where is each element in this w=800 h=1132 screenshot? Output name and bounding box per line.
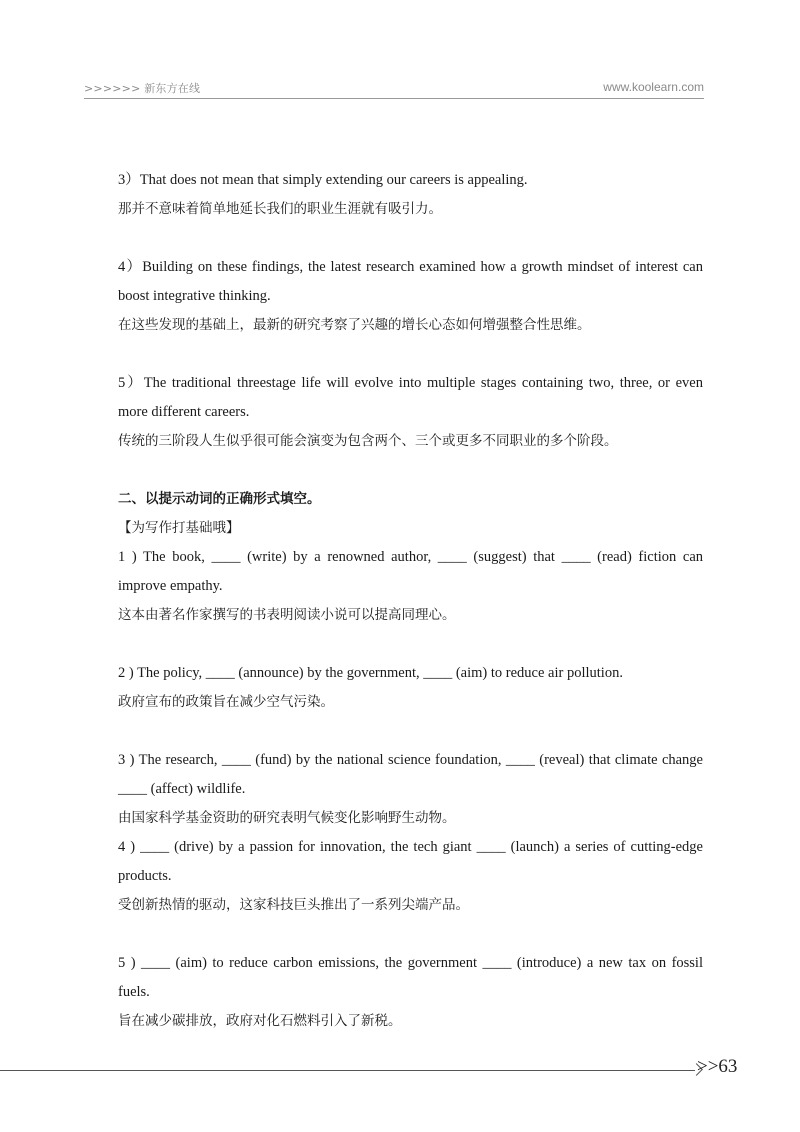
page-number: >>63 xyxy=(697,1056,738,1077)
spacer xyxy=(118,456,703,485)
header-url: www.koolearn.com xyxy=(603,80,704,94)
exercise-1-english: 1 ) The book, ____ (write) by a renowned author, ____ (suggest) that ____ (read) fiction can improve empathy. xyxy=(118,549,703,594)
page-content xyxy=(118,166,703,1036)
exercise-2-english: 2 ) The policy, ____ (announce) by the government, ____ (aim) to reduce air pollution. xyxy=(118,665,623,681)
item-3-english: 3）That does not mean that simply extending our careers is appealing. xyxy=(118,172,528,188)
spacer xyxy=(118,920,703,949)
spacer xyxy=(118,224,703,253)
exercise-3-chinese: 由国家科学基金资助的研究表明气候变化影响野生动物。 xyxy=(118,810,456,826)
exercise-1-chinese: 这本由著名作家撰写的书表明阅读小说可以提高同理心。 xyxy=(118,607,456,623)
item-3-chinese: 那并不意味着简单地延长我们的职业生涯就有吸引力。 xyxy=(118,201,442,217)
footer-rule xyxy=(0,1070,695,1071)
exercise-2-chinese: 政府宣布的政策旨在减少空气污染。 xyxy=(118,694,334,710)
item-4-english: 4）Building on these findings, the latest research examined how a growth mindset of interest can boost integrative thinking. xyxy=(118,259,703,304)
spacer xyxy=(118,717,703,746)
exercise-4-english: 4 ) ____ (drive) by a passion for innovation, the tech giant ____ (launch) a series of cutting-edge products. xyxy=(118,839,703,884)
section-subheading: 【为写作打基础哦】 xyxy=(118,520,240,536)
item-5-chinese: 传统的三阶段人生似乎很可能会演变为包含两个、三个或更多不同职业的多个阶段。 xyxy=(118,433,618,449)
exercise-5-chinese: 旨在减少碳排放，政府对化石燃料引入了新税。 xyxy=(118,1013,402,1029)
spacer xyxy=(118,340,703,369)
item-4-chinese: 在这些发现的基础上，最新的研究考察了兴趣的增长心态如何增强整合性思维。 xyxy=(118,317,591,333)
page-header xyxy=(84,78,704,99)
exercise-3-english: 3 ) The research, ____ (fund) by the national science foundation, ____ (reveal) that climate change ____ (affect) wildlife. xyxy=(118,752,703,797)
section-heading: 二、以提示动词的正确形式填空。 xyxy=(118,491,321,507)
spacer xyxy=(118,630,703,659)
exercise-4-chinese: 受创新热情的驱动，这家科技巨头推出了一系列尖端产品。 xyxy=(118,897,469,913)
exercise-5-english: 5 ) ____ (aim) to reduce carbon emissions, the government ____ (introduce) a new tax on fossil fuels. xyxy=(118,955,703,1000)
header-brand: >>>>>> 新东方在线 xyxy=(84,82,201,95)
item-5-english: 5）The traditional threestage life will evolve into multiple stages containing two, three, or even more different careers. xyxy=(118,375,703,420)
